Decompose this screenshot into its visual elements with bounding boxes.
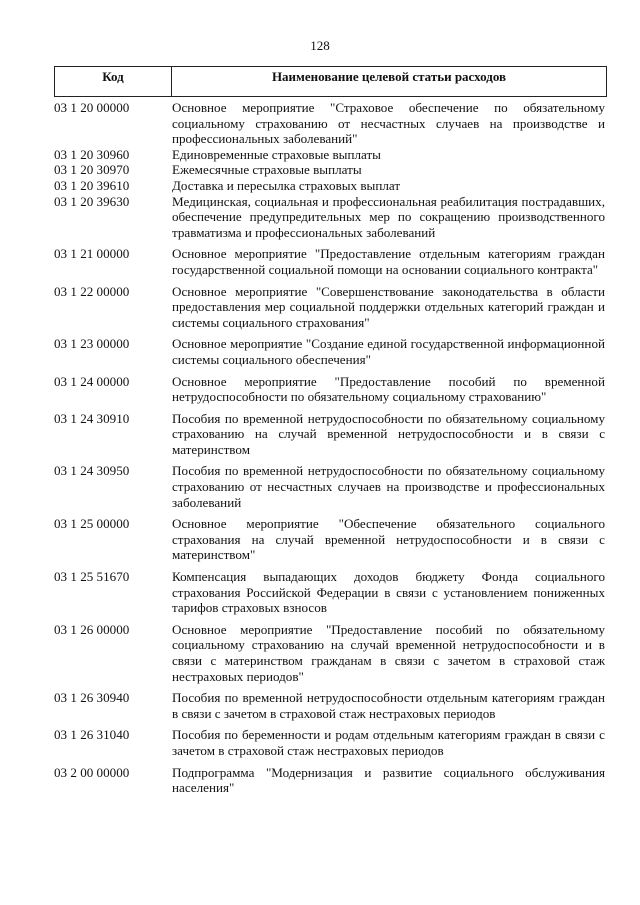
table-row — [54, 194, 607, 241]
row-code: 03 1 21 00000 — [54, 246, 130, 262]
row-code: 03 1 23 00000 — [54, 336, 130, 352]
table-row — [54, 765, 607, 796]
row-code: 03 1 25 00000 — [54, 516, 130, 532]
row-code: 03 1 20 30960 — [54, 146, 130, 162]
table-row — [54, 100, 607, 147]
row-name: Основное мероприятие "Предоставление пособий по обязательному социальному страхованию на случай временной нетрудоспособности и в связи с материнством гражданам в связи с зачетом в страховой стаж нестраховых периодов" — [172, 621, 605, 684]
table-header — [54, 66, 607, 97]
row-name: Пособия по временной нетрудоспособности отдельным категориям граждан в связи с зачетом в страховой стаж нестраховых периодов — [172, 690, 605, 721]
table-row — [54, 727, 607, 758]
row-name: Основное мероприятие "Совершенствование законодательства в области предоставления мер социальной поддержки отдельных категорий граждан и системы социального страхования" — [172, 283, 605, 330]
row-name: Основное мероприятие "Предоставление отдельным категориям граждан государственной социальной помощи на основании социального контракта" — [172, 246, 605, 277]
row-code: 03 1 20 30970 — [54, 162, 130, 178]
row-name: Основное мероприятие "Предоставление пособий по временной нетрудоспособности по обязательному социальному страхованию" — [172, 373, 605, 405]
row-name: Основное мероприятие "Обеспечение обязательного социального страхования на случай временной нетрудоспособности и в связи с материнством" — [172, 516, 605, 563]
table-row — [54, 690, 607, 721]
row-name: Основное мероприятие "Создание единой государственной информационной системы социального обеспечения" — [172, 336, 605, 367]
table-body — [54, 100, 607, 796]
table-row — [54, 336, 607, 367]
row-name: Основное мероприятие "Страховое обеспечение по обязательному социальному страхованию от несчастных случаев на производстве и профессиональных заболеваний" — [172, 100, 605, 147]
table-row — [54, 569, 607, 616]
row-code: 03 1 20 39630 — [54, 193, 130, 209]
table-row — [54, 147, 607, 163]
row-name: Единовременные страховые выплаты — [172, 146, 381, 162]
budget-items-table — [54, 66, 607, 796]
row-code: 03 1 26 31040 — [54, 727, 130, 743]
row-code: 03 1 24 30950 — [54, 463, 130, 479]
table-row — [54, 516, 607, 563]
page-number: 128 — [310, 38, 330, 53]
table-row — [54, 284, 607, 331]
row-name: Пособия по беременности и родам отдельным категориям граждан в связи с зачетом в страховой стаж нестраховых периодов — [172, 727, 605, 758]
row-name: Компенсация выпадающих доходов бюджету Фонда социального страхования Российской Федерации в связи с установлением пониженных тарифов страховых взносов — [172, 569, 605, 616]
row-code: 03 2 00 00000 — [54, 764, 130, 780]
table-row — [54, 463, 607, 510]
row-code: 03 1 25 51670 — [54, 569, 130, 585]
row-name: Ежемесячные страховые выплаты — [172, 162, 362, 178]
table-row — [54, 178, 607, 194]
table-row — [54, 374, 607, 405]
row-code: 03 1 26 30940 — [54, 690, 130, 706]
table-row — [54, 246, 607, 277]
row-code: 03 1 20 39610 — [54, 177, 130, 193]
row-name: Пособия по временной нетрудоспособности по обязательному социальному страхованию от несчастных случаев на производстве и профессиональных заболеваний — [172, 463, 605, 510]
row-code: 03 1 24 00000 — [54, 373, 130, 389]
row-name: Пособия по временной нетрудоспособности по обязательному социальному страхованию на случай временной нетрудоспособности и в связи с материнством — [172, 410, 605, 457]
row-name: Подпрограмма "Модернизация и развитие социального обслуживания населения" — [172, 764, 605, 796]
row-name: Медицинская, социальная и профессиональная реабилитация пострадавших, обеспечение предупредительных мер по сокращению производственного травматизма и профессиональных заболеваний — [172, 193, 605, 240]
header-name: Наименование целевой статьи расходов — [172, 67, 607, 96]
row-name: Доставка и пересылка страховых выплат — [172, 177, 401, 193]
row-code: 03 1 20 00000 — [54, 100, 130, 115]
table-row — [54, 622, 607, 684]
row-code: 03 1 24 30910 — [54, 410, 130, 426]
row-code: 03 1 26 00000 — [54, 621, 130, 637]
table-row — [54, 411, 607, 458]
header-code: Код — [54, 67, 172, 96]
table-row — [54, 162, 607, 178]
row-code: 03 1 22 00000 — [54, 283, 130, 299]
